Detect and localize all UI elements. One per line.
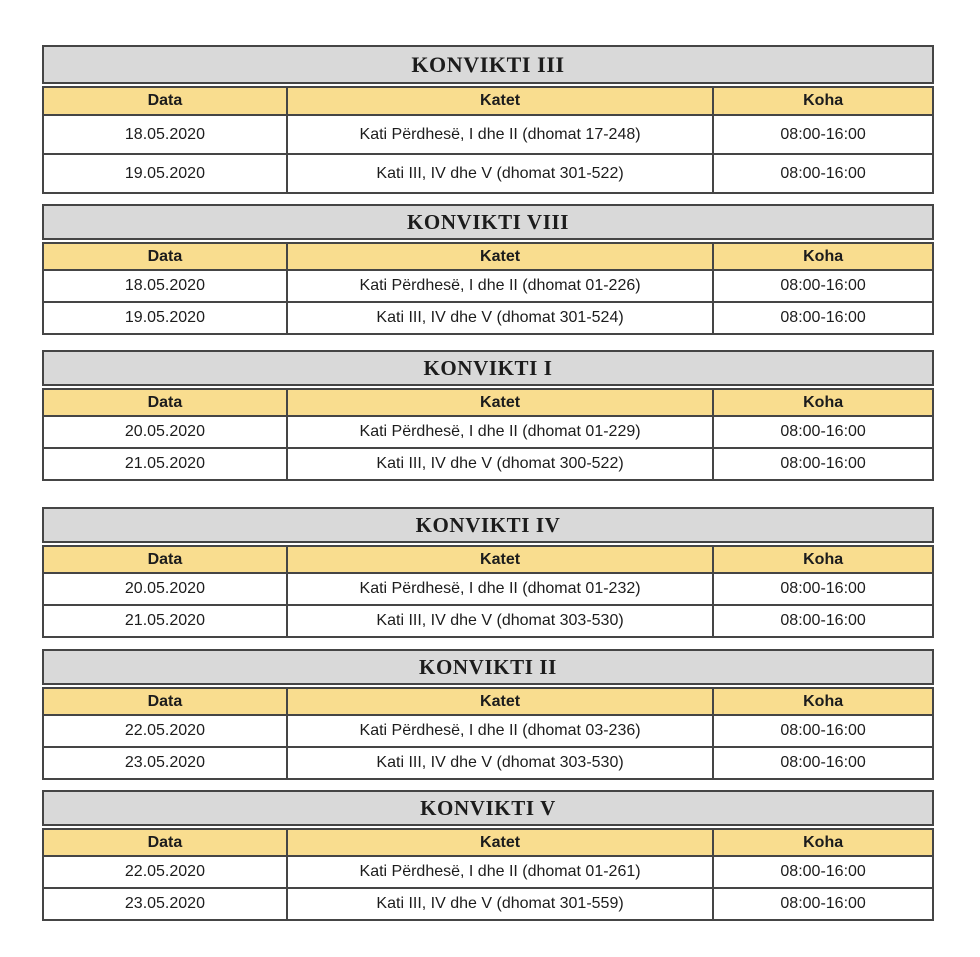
katet-cell: Kati III, IV dhe V (dhomat 301-559)	[287, 888, 713, 920]
schedule-tables	[42, 45, 934, 921]
table-title: KONVIKTI II	[42, 649, 934, 685]
koha-cell: 08:00-16:00	[713, 573, 933, 605]
katet-cell: Kati III, IV dhe V (dhomat 301-524)	[287, 302, 713, 334]
date-cell: 23.05.2020	[43, 747, 287, 779]
koha-cell: 08:00-16:00	[713, 416, 933, 448]
table-row	[43, 154, 933, 193]
col-header-data: Data	[43, 688, 287, 715]
date-cell: 18.05.2020	[43, 270, 287, 302]
header-row	[43, 688, 933, 715]
katet-cell: Kati III, IV dhe V (dhomat 301-522)	[287, 154, 713, 193]
koha-cell: 08:00-16:00	[713, 154, 933, 193]
table-row	[43, 115, 933, 154]
table-row	[43, 573, 933, 605]
table-row	[43, 715, 933, 747]
col-header-data: Data	[43, 829, 287, 856]
katet-cell: Kati III, IV dhe V (dhomat 303-530)	[287, 605, 713, 637]
table-row	[43, 856, 933, 888]
table-row	[43, 302, 933, 334]
katet-cell: Kati Përdhesë, I dhe II (dhomat 01-229)	[287, 416, 713, 448]
header-row	[43, 546, 933, 573]
col-header-koha: Koha	[713, 87, 933, 115]
col-header-data: Data	[43, 87, 287, 115]
schedule-grid	[42, 86, 934, 194]
table-title: KONVIKTI V	[42, 790, 934, 826]
date-cell: 22.05.2020	[43, 856, 287, 888]
date-cell: 20.05.2020	[43, 416, 287, 448]
col-header-katet: Katet	[287, 829, 713, 856]
table-title: KONVIKTI I	[42, 350, 934, 386]
table-title: KONVIKTI VIII	[42, 204, 934, 240]
col-header-data: Data	[43, 243, 287, 270]
date-cell: 18.05.2020	[43, 115, 287, 154]
col-header-koha: Koha	[713, 829, 933, 856]
col-header-katet: Katet	[287, 389, 713, 416]
koha-cell: 08:00-16:00	[713, 715, 933, 747]
table-row	[43, 605, 933, 637]
table-row	[43, 416, 933, 448]
table-row	[43, 270, 933, 302]
konvikti-table	[42, 790, 934, 921]
date-cell: 22.05.2020	[43, 715, 287, 747]
col-header-katet: Katet	[287, 243, 713, 270]
header-row	[43, 87, 933, 115]
katet-cell: Kati Përdhesë, I dhe II (dhomat 03-236)	[287, 715, 713, 747]
konvikti-table	[42, 45, 934, 194]
date-cell: 19.05.2020	[43, 154, 287, 193]
katet-cell: Kati Përdhesë, I dhe II (dhomat 01-226)	[287, 270, 713, 302]
col-header-data: Data	[43, 389, 287, 416]
koha-cell: 08:00-16:00	[713, 448, 933, 480]
schedule-grid	[42, 687, 934, 780]
table-title: KONVIKTI III	[42, 45, 934, 84]
katet-cell: Kati III, IV dhe V (dhomat 300-522)	[287, 448, 713, 480]
table-row	[43, 448, 933, 480]
koha-cell: 08:00-16:00	[713, 302, 933, 334]
col-header-koha: Koha	[713, 389, 933, 416]
konvikti-table	[42, 507, 934, 638]
table-row	[43, 888, 933, 920]
col-header-koha: Koha	[713, 688, 933, 715]
katet-cell: Kati Përdhesë, I dhe II (dhomat 01-232)	[287, 573, 713, 605]
konvikti-table	[42, 350, 934, 481]
koha-cell: 08:00-16:00	[713, 115, 933, 154]
col-header-koha: Koha	[713, 243, 933, 270]
koha-cell: 08:00-16:00	[713, 747, 933, 779]
header-row	[43, 243, 933, 270]
header-row	[43, 829, 933, 856]
konvikti-table	[42, 649, 934, 780]
koha-cell: 08:00-16:00	[713, 605, 933, 637]
col-header-katet: Katet	[287, 87, 713, 115]
schedule-grid	[42, 545, 934, 638]
katet-cell: Kati III, IV dhe V (dhomat 303-530)	[287, 747, 713, 779]
date-cell: 23.05.2020	[43, 888, 287, 920]
date-cell: 21.05.2020	[43, 448, 287, 480]
date-cell: 20.05.2020	[43, 573, 287, 605]
date-cell: 19.05.2020	[43, 302, 287, 334]
schedule-grid	[42, 242, 934, 335]
col-header-katet: Katet	[287, 546, 713, 573]
date-cell: 21.05.2020	[43, 605, 287, 637]
table-title: KONVIKTI IV	[42, 507, 934, 543]
schedule-grid	[42, 828, 934, 921]
konvikti-table	[42, 204, 934, 335]
schedule-grid	[42, 388, 934, 481]
katet-cell: Kati Përdhesë, I dhe II (dhomat 17-248)	[287, 115, 713, 154]
koha-cell: 08:00-16:00	[713, 888, 933, 920]
header-row	[43, 389, 933, 416]
col-header-data: Data	[43, 546, 287, 573]
table-row	[43, 747, 933, 779]
col-header-koha: Koha	[713, 546, 933, 573]
katet-cell: Kati Përdhesë, I dhe II (dhomat 01-261)	[287, 856, 713, 888]
koha-cell: 08:00-16:00	[713, 270, 933, 302]
koha-cell: 08:00-16:00	[713, 856, 933, 888]
col-header-katet: Katet	[287, 688, 713, 715]
